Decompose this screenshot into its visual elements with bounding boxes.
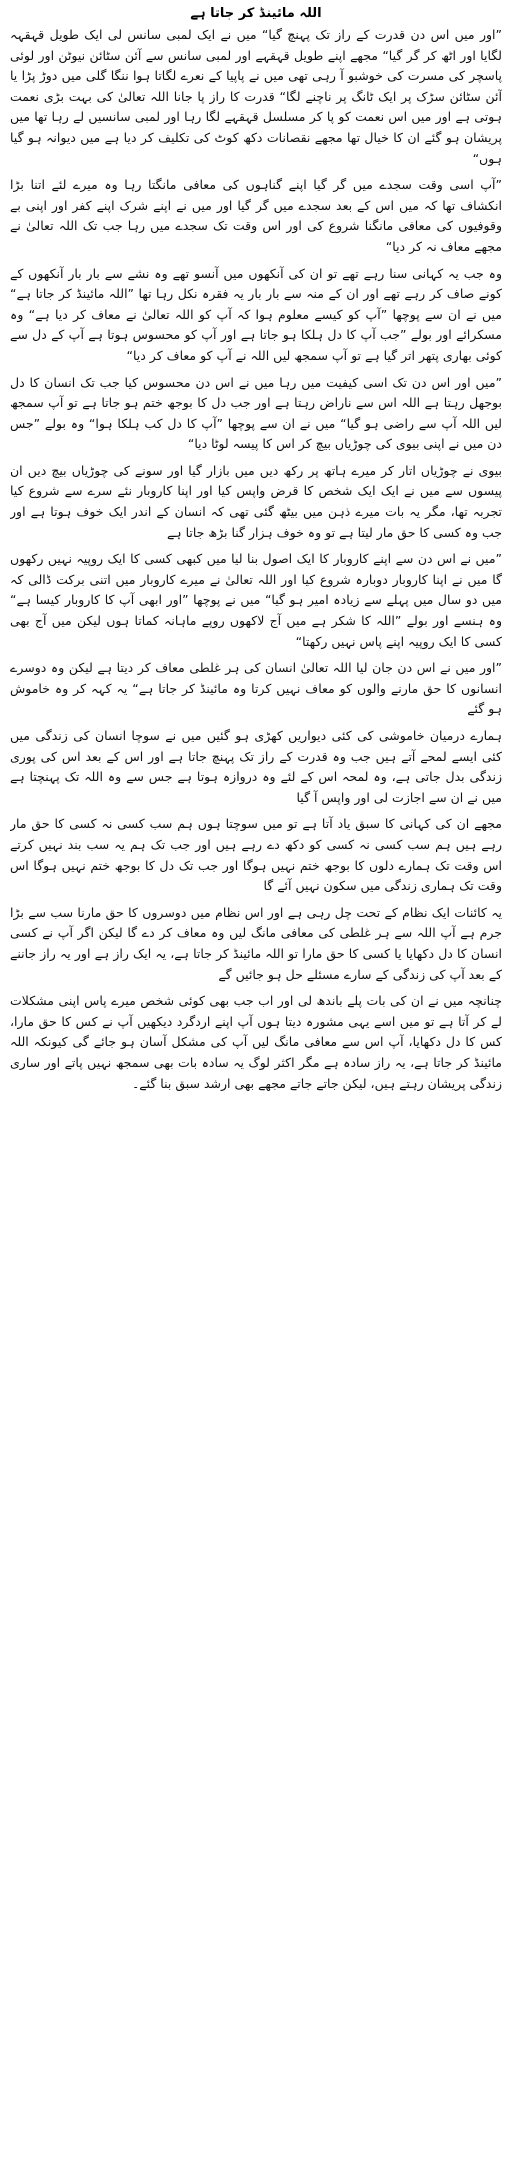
- paragraph: ”اور میں نے اس دن جان لیا اللہ تعالیٰ انسان کی ہر غلطی معاف کر دیتا ہے لیکن وہ دوسرے انسانوں کا حق مارنے والوں کو معاف نہیں کرتا وہ مائینڈ کر جاتا ہے“ یہ کہہ کر وہ خاموش ہو گئے: [10, 660, 502, 717]
- paragraph: چنانچہ میں نے ان کی بات پلے باندھ لی اور اب جب بھی کوئی شخص میرے پاس اپنی مشکلات لے کر آتا ہے تو میں اسے یہی مشورہ دیتا ہوں آپ اپنے اردگرد دیکھیں آپ نے کس کا حق مارا، کس کا دل دکھایا، آپ اس سے معافی مانگ لیں آپ کی مشکل آسان ہو جائے گی کیونکہ اللہ مائینڈ کر جاتا ہے، یہ راز سادہ ہے مگر اکثر لوگ یہ سادہ بات بھی سمجھ نہیں پاتے اور ساری زندگی پریشان رہتے ہیں، لیکن جاتے جاتے مجھے بھی ارشد سبق بنا گئے۔: [10, 993, 502, 1091]
- paragraph: مجھے ان کی کہانی کا سبق یاد آتا ہے تو میں سوچتا ہوں ہم سب کسی نہ کسی کا حق مار رہے ہیں ہم سب کسی نہ کسی کو دکھ دے رہے ہیں اور جب تک ہم یہ سب بند نہیں کرتے اس وقت تک ہمارے دلوں کا بوجھ ختم نہیں ہوگا اور جب تک دل کا بوجھ ختم نہیں ہوگا اس وقت تک ہماری زندگی میں سکون نہیں آئے گا: [10, 816, 502, 894]
- article-title: اللہ مائینڈ کر جاتا ہے: [190, 6, 322, 21]
- paragraph: ”میں نے اس دن سے اپنے کاروبار کا ایک اصول بنا لیا میں کبھی کسی کا ایک روپیہ نہیں رکھوں گا میں نے اپنا کاروبار دوبارہ شروع کیا اور اللہ تعالیٰ نے میرے کاروبار میں اتنی برکت ڈالی کہ میں دو سال میں پہلے سے زیادہ امیر ہو گیا“ میں نے پوچھا ”اور ابھی آپ کا کاروبار کیسا ہے“ وہ ہنسے اور بولے ”اللہ کا شکر ہے میں آج لاکھوں روپے ماہانہ کماتا ہوں لیکن میں آج بھی کسی کا ایک روپیہ اپنے پاس نہیں رکھتا“: [10, 551, 502, 649]
- paragraph: ”آپ اسی وقت سجدے میں گر گیا اپنے گناہوں کی معافی مانگتا رہا وہ میرے لئے اتنا بڑا انکشاف تھا کہ میں اس کے بعد سجدے میں گر گیا اور میں نے اپنے شرک اپنے کفر اور اپنی بے وقوفیوں کی معافی مانگنا شروع کی اور اس وقت تک سجدے میں رہا جب تک اللہ تعالیٰ نے مجھے معاف نہ کر دیا“: [10, 177, 502, 254]
- article-body: [10, 25, 502, 2160]
- paragraph: وہ جب یہ کہانی سنا رہے تھے تو ان کی آنکھوں میں آنسو تھے وہ نشے سے بار بار آنکھوں کے کونے صاف کر رہے تھے اور ان کے منہ سے بار بار یہ فقرہ نکل رہا تھا ”اللہ مائینڈ کر جاتا ہے“ میں نے ان سے پوچھا ”آپ کو کیسے معلوم ہوا کہ آپ کو اللہ تعالیٰ نے معاف کر دیا ہے“ وہ مسکرائے اور بولے ”جب آپ کا دل ہلکا ہو جاتا ہے اور آپ کو محسوس ہوتا ہے آپ کے دل سے کوئی بھاری پتھر اتر گیا ہے تو آپ سمجھ لیں اللہ نے آپ کو معاف کر دیا“: [10, 265, 502, 363]
- paragraph: ہمارے درمیان خاموشی کی کئی دیواریں کھڑی ہو گئیں میں نے سوچا انسان کی زندگی میں کئی ایسے لمحے آتے ہیں جب وہ قدرت کے راز تک پہنچ جاتا ہے اور اس کے بعد اس کی پوری زندگی بدل جاتی ہے، وہ لمحہ اس کے لئے وہ دروازہ ہوتا ہے جس سے وہ اللہ تک پہنچتا ہے میں نے ان سے اجازت لی اور واپس آ گیا: [10, 728, 502, 805]
- paragraph: یہ کائنات ایک نظام کے تحت چل رہی ہے اور اس نظام میں دوسروں کا حق مارنا سب سے بڑا جرم ہے آپ اللہ سے ہر غلطی کی معافی مانگ لیں وہ معاف کر دے گا لیکن اگر آپ نے کسی انسان کا دل دکھایا یا کسی کا حق مارا تو اللہ مائینڈ کر جاتا ہے، یہ ایک راز ہے اور یہ راز جاننے کے بعد آپ کی زندگی کے سارے مسئلے حل ہو جائیں گے: [10, 904, 502, 982]
- paragraph: بیوی نے چوڑیاں اتار کر میرے ہاتھ پر رکھ دیں میں بازار گیا اور سونے کی چوڑیاں بیچ دیں ان پیسوں سے میں نے ایک ایک شخص کا قرض واپس کیا اور اپنا کاروبار نئے سرے سے شروع کیا تجربہ تھا، مگر یہ بات میرے ذہن میں بیٹھ گئی تھی کہ انسان کے اندر ایک خوف ہوتا ہے اور جب وہ کسی کا حق مار لیتا ہے تو وہ خوف ہزار گنا بڑھ جاتا ہے: [10, 462, 502, 540]
- paragraph: ”اور میں اس دن قدرت کے راز تک پہنچ گیا“ میں نے ایک لمبی سانس لی ایک طویل قہقہہ لگایا اور اٹھ کر گر گیا“ مجھے اپنے طویل قہقہے اور لمبی سانس سے آئن سٹائن نیوٹن اور لوئی پاسچر کی مسرت کی خوشبو آ رہی تھی میں نے پاپیا کے نعرے لگاتا ہوا ننگا گلی میں دوڑ پڑا یا آئن سٹائن سڑک پر ایک ٹانگ پر ناچنے لگا“ قدرت کا راز پا جانا اللہ تعالیٰ کی بہت بڑی نعمت ہوتی ہے اور میں اس نعمت کو پا کر مسلسل قہقہے لگا رہا اور لمبی سانسیں لے رہا تھا میں پریشان ہو گئے ان کا خیال تھا مجھے نقصانات دکھ کوٹ کی تکلیف کر دیا ہے میں دیوانہ ہو گیا ہوں“: [10, 27, 502, 166]
- paragraph: ”میں اور اس دن تک اسی کیفیت میں رہا میں نے اس دن محسوس کیا جب تک انسان کا دل بوجھل رہتا ہے اللہ اس سے ناراض رہتا ہے اور جب دل کا بوجھ ختم ہو جاتا ہے تو آپ سمجھ لیں اللہ آپ سے راضی ہو گیا“ میں نے ان سے پوچھا ”آپ کا دل کب ہلکا ہوا“ وہ بولے ”جس دن میں نے اپنی بیوی کی چوڑیاں بیچ کر اس کا پیسہ لوٹا دیا“: [10, 374, 502, 452]
